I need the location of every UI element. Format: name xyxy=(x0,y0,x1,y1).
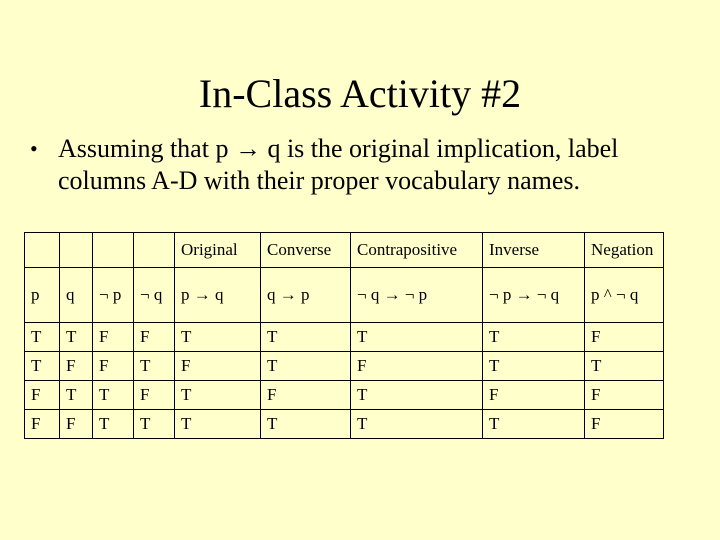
table-cell: T xyxy=(60,381,93,410)
label-cell: Inverse xyxy=(483,233,585,268)
header-cell: p ^ ¬ q xyxy=(585,268,664,323)
table-cell: F xyxy=(585,410,664,439)
table-cell: F xyxy=(351,352,483,381)
table-cell: T xyxy=(134,352,175,381)
table-cell: T xyxy=(175,410,261,439)
table-cell: T xyxy=(585,352,664,381)
table-cell: T xyxy=(351,323,483,352)
table-cell: T xyxy=(483,410,585,439)
table-cell: F xyxy=(483,381,585,410)
table-cell: T xyxy=(93,381,134,410)
table-cell: F xyxy=(585,381,664,410)
truth-table xyxy=(24,232,664,439)
label-cell xyxy=(25,233,60,268)
table-cell: T xyxy=(25,323,60,352)
header-cell: p xyxy=(25,268,60,323)
table-cell: T xyxy=(93,410,134,439)
bullet-text: Assuming that p → q is the original implication, label columns A-D with their proper vocabulary names. xyxy=(58,134,619,195)
label-cell: Contrapositive xyxy=(351,233,483,268)
header-cell: p → q xyxy=(175,268,261,323)
table-cell: T xyxy=(351,381,483,410)
table-cell: F xyxy=(60,352,93,381)
bullet-icon: • xyxy=(30,136,38,161)
table-cell: T xyxy=(261,352,351,381)
table-cell: T xyxy=(483,352,585,381)
label-cell: Converse xyxy=(261,233,351,268)
table-row xyxy=(25,352,664,381)
label-cell: Negation xyxy=(585,233,664,268)
table-cell: F xyxy=(585,323,664,352)
table-cell: T xyxy=(25,352,60,381)
table-cell: F xyxy=(60,410,93,439)
table-cell: F xyxy=(25,410,60,439)
table-row xyxy=(25,410,664,439)
table-cell: T xyxy=(134,410,175,439)
table-cell: T xyxy=(351,410,483,439)
header-cell: ¬ q → ¬ p xyxy=(351,268,483,323)
table-cell: T xyxy=(175,323,261,352)
table-cell: T xyxy=(483,323,585,352)
header-cell: q xyxy=(60,268,93,323)
label-cell xyxy=(134,233,175,268)
table-cell: F xyxy=(93,352,134,381)
header-cell: ¬ p xyxy=(93,268,134,323)
table-row xyxy=(25,323,664,352)
table-cell: F xyxy=(261,381,351,410)
header-cell: ¬ q xyxy=(134,268,175,323)
table-cell: T xyxy=(261,410,351,439)
label-row xyxy=(25,233,664,268)
table-row xyxy=(25,381,664,410)
table-cell: F xyxy=(175,352,261,381)
table-cell: T xyxy=(261,323,351,352)
table-cell: T xyxy=(175,381,261,410)
slide-title: In-Class Activity #2 xyxy=(198,71,522,116)
label-cell: Original xyxy=(175,233,261,268)
label-cell xyxy=(93,233,134,268)
table-cell: F xyxy=(134,381,175,410)
header-row xyxy=(25,268,664,323)
table-cell: F xyxy=(25,381,60,410)
table-cell: F xyxy=(93,323,134,352)
header-cell: ¬ p → ¬ q xyxy=(483,268,585,323)
header-cell: q → p xyxy=(261,268,351,323)
table-cell: T xyxy=(60,323,93,352)
label-cell xyxy=(60,233,93,268)
table-cell: F xyxy=(134,323,175,352)
